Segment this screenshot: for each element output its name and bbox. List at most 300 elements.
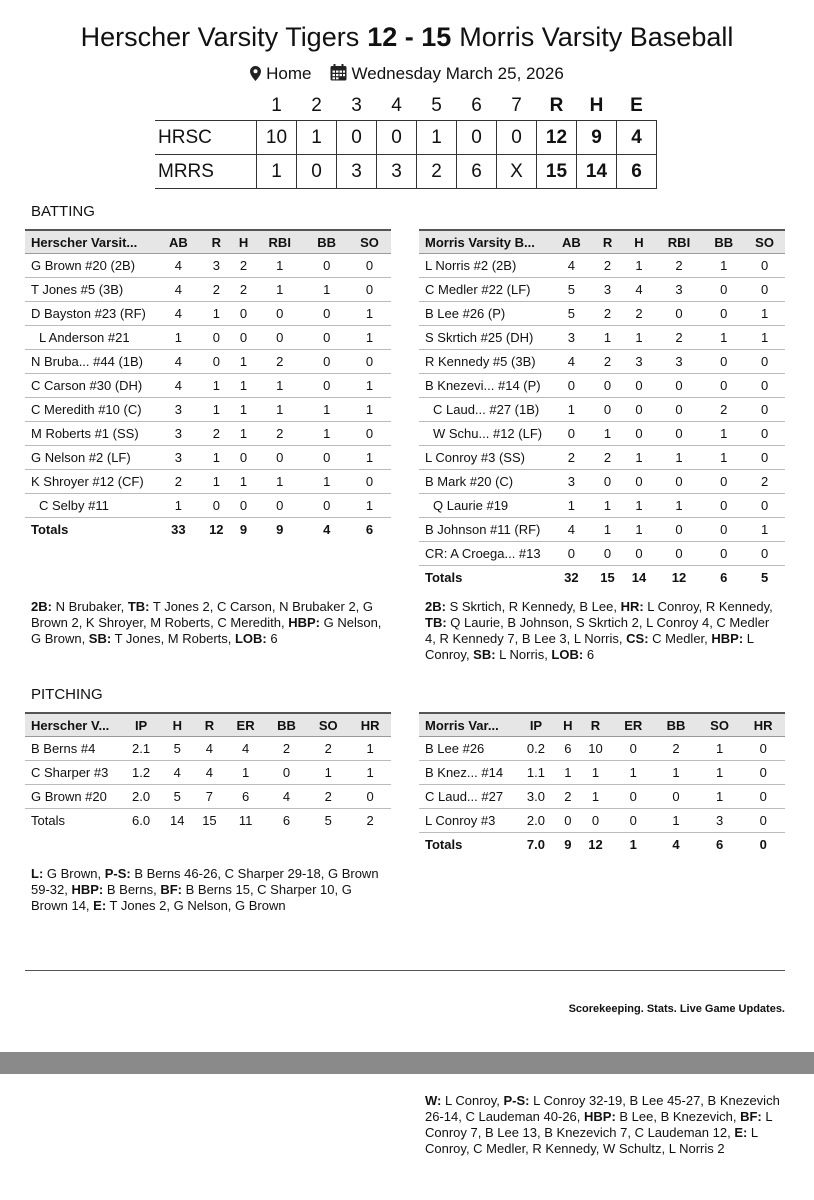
stat-cell: 1 [348, 446, 391, 470]
inning-score: 0 [457, 121, 497, 155]
batting-notes-home [31, 599, 389, 647]
stat-cell: 1 [557, 761, 579, 785]
stat-cell: 2 [307, 785, 349, 809]
note-text: N Brubaker, [51, 599, 128, 614]
linescore-row-away [155, 155, 657, 189]
note-label: LOB: [234, 631, 267, 646]
stat-cell: 0 [741, 809, 785, 833]
team-column-header: Morris Var... [419, 713, 515, 737]
note-text: B Berns 46-26, C Sharper 29-18, G Brown 59-32, [31, 866, 379, 897]
column-header: ER [226, 713, 266, 737]
map-pin-icon [250, 66, 261, 81]
stat-cell: 1 [698, 737, 742, 761]
stat-cell: 5 [161, 785, 193, 809]
stat-cell: 1 [579, 785, 613, 809]
note-text: B Lee, B Knezevich, [615, 1109, 741, 1124]
stat-cell: 0 [592, 470, 623, 494]
note-text: L Conroy, [441, 1093, 504, 1108]
stat-cell: 0 [254, 326, 305, 350]
stat-cell: 0 [348, 470, 391, 494]
total-cell: 2 [366, 813, 374, 828]
stat-cell: 1 [200, 302, 233, 326]
total-cell: 6 [365, 522, 374, 537]
pitching-header-home [25, 713, 391, 737]
total-cell: 5 [760, 570, 769, 585]
inning-6: 6 [471, 95, 482, 116]
stat-cell: 1 [233, 350, 254, 374]
calendar-icon [330, 64, 347, 81]
player-name: Q Laurie #19 [419, 494, 551, 518]
stat-cell: 1 [157, 326, 200, 350]
player-name: R Kennedy #5 (3B) [419, 350, 551, 374]
table-row [25, 278, 391, 302]
stat-cell: 0 [305, 374, 348, 398]
note-text: B Berns 15, C Sharper 10, G Brown 14, [31, 882, 352, 913]
total-runs: 12 [537, 121, 577, 155]
stat-cell: 0 [744, 350, 785, 374]
note-label: LOB: [551, 647, 584, 662]
stat-cell: 1 [744, 518, 785, 542]
total-cell: 7.0 [526, 837, 545, 852]
stat-cell: 0 [744, 398, 785, 422]
inning-score: 0 [497, 121, 537, 155]
stat-cell: 2 [233, 278, 254, 302]
inning-score: 2 [417, 155, 457, 189]
stat-cell: 1 [233, 422, 254, 446]
batting-header-away [419, 230, 785, 254]
pitching-table-away [419, 712, 785, 856]
batting-header-home [25, 230, 391, 254]
note-text: L Conroy, [425, 631, 754, 662]
stat-cell: 0 [233, 494, 254, 518]
column-header: IP [515, 713, 557, 737]
table-row [419, 350, 785, 374]
player-name: L Conroy #3 [419, 809, 515, 833]
game-date: Wednesday March 25, 2026 [351, 64, 564, 83]
total-hits: 14 [577, 155, 617, 189]
stat-cell: 1 [703, 326, 744, 350]
total-cell: 12 [588, 837, 603, 852]
stat-cell: 0 [623, 374, 654, 398]
stat-cell: 2 [233, 254, 254, 278]
stat-cell: 1 [703, 422, 744, 446]
note-text: C Medler, [648, 631, 712, 646]
inning-2: 2 [311, 95, 322, 116]
stat-cell: 1 [654, 809, 698, 833]
player-name: D Bayston #23 (RF) [25, 302, 157, 326]
totals-row [419, 566, 785, 590]
stat-cell: 0 [592, 542, 623, 566]
inning-score: 0 [337, 121, 377, 155]
stat-cell: 1 [254, 374, 305, 398]
stat-cell: 0 [200, 494, 233, 518]
note-text: T Jones 2, G Nelson, G Brown [106, 898, 286, 913]
table-row [419, 785, 785, 809]
table-row [419, 737, 785, 761]
total-cell: 5 [324, 813, 332, 828]
total-cell: 9 [564, 837, 572, 852]
note-text: S Skrtich, R Kennedy, B Lee, [445, 599, 621, 614]
table-row [419, 446, 785, 470]
table-row [25, 374, 391, 398]
note-text: Q Laurie, B Johnson, S Skrtich 2, L Conroy 4, C Medler 4, R Kennedy 7, B Lee 3, L Norris, [425, 615, 770, 646]
stat-cell: 4 [193, 761, 225, 785]
stat-cell: 0 [623, 470, 654, 494]
batting-table-away [419, 229, 785, 589]
stat-cell: 1 [305, 398, 348, 422]
inning-score: X [497, 155, 537, 189]
player-name: W Schu... #12 (LF) [419, 422, 551, 446]
stat-cell: 0 [305, 326, 348, 350]
column-header: H [161, 713, 193, 737]
stat-cell: 1 [305, 422, 348, 446]
stat-cell: 0 [612, 785, 654, 809]
stat-cell: 0 [655, 422, 704, 446]
stat-cell: 1 [703, 446, 744, 470]
stat-cell: 0 [254, 446, 305, 470]
stat-cell: 0 [744, 422, 785, 446]
stat-cell: 0 [305, 350, 348, 374]
stat-cell: 1 [349, 761, 391, 785]
player-name: CR: A Croega... #13 [419, 542, 551, 566]
column-header: SO [698, 713, 742, 737]
stat-cell: 4 [157, 302, 200, 326]
stat-cell: 3 [200, 254, 233, 278]
stat-cell: 0 [623, 422, 654, 446]
game-location: Home [266, 64, 312, 83]
stat-cell: 0 [348, 278, 391, 302]
stat-cell: 0 [551, 374, 592, 398]
home-team-name: Herscher Varsity Tigers [80, 22, 360, 52]
stat-cell: 3 [592, 278, 623, 302]
table-row [419, 761, 785, 785]
table-row [419, 326, 785, 350]
stat-cell: 5 [551, 302, 592, 326]
player-name: C Selby #11 [25, 494, 157, 518]
stat-cell: 1 [592, 422, 623, 446]
stat-cell: 0 [741, 737, 785, 761]
column-header: AB [157, 230, 200, 254]
stat-cell: 3 [551, 470, 592, 494]
player-name: C Sharper #3 [25, 761, 121, 785]
stat-cell: 1 [157, 494, 200, 518]
table-row [25, 737, 391, 761]
total-runs: 15 [537, 155, 577, 189]
note-label: L: [31, 866, 44, 881]
stat-cell: 4 [623, 278, 654, 302]
table-row [25, 785, 391, 809]
total-cell: 6 [720, 570, 728, 585]
note-text: L Conroy 32-19, B Lee 45-27, B Knezevich 26-14, C Laudeman 40-26, [425, 1093, 780, 1124]
stat-cell: 0 [744, 278, 785, 302]
total-cell: 12 [671, 570, 687, 585]
player-name: L Anderson #21 [25, 326, 157, 350]
stat-cell: 0 [623, 398, 654, 422]
total-cell: 9 [276, 522, 284, 537]
stat-cell: 1 [623, 326, 654, 350]
stat-cell: 10 [579, 737, 613, 761]
stat-cell: 2 [655, 326, 704, 350]
stat-cell: 0 [200, 326, 233, 350]
stat-cell: 0 [655, 374, 704, 398]
note-label: TB: [425, 615, 447, 630]
column-header: BB [305, 230, 348, 254]
team-abbr: MRRS [155, 155, 257, 189]
stat-cell: 4 [161, 761, 193, 785]
stat-cell: 7 [193, 785, 225, 809]
player-name: C Laud... #27 [419, 785, 515, 809]
table-row [419, 470, 785, 494]
total-cell: 15 [202, 813, 217, 828]
stat-cell: 1 [744, 302, 785, 326]
stat-cell: 3 [655, 350, 704, 374]
table-row [419, 542, 785, 566]
total-cell: 33 [171, 522, 186, 537]
table-row [419, 374, 785, 398]
stat-cell: 1 [623, 254, 654, 278]
stat-cell: 1 [233, 374, 254, 398]
player-name: T Jones #5 (3B) [25, 278, 157, 302]
stat-cell: 0 [703, 278, 744, 302]
note-text: 6 [266, 631, 278, 646]
stat-cell: 6 [557, 737, 579, 761]
player-name: G Brown #20 [25, 785, 121, 809]
stat-cell: 1 [349, 737, 391, 761]
column-header: RBI [254, 230, 305, 254]
stat-cell: 3 [157, 422, 200, 446]
note-text: L Conroy, C Medler, R Kennedy, W Schultz, L Norris 2 [425, 1125, 758, 1156]
note-label: TB: [127, 599, 150, 614]
totals-label: Totals [425, 837, 463, 852]
stat-cell: 0 [254, 494, 305, 518]
note-label: E: [93, 898, 107, 913]
stat-cell: 1 [698, 761, 742, 785]
note-label: HBP: [71, 882, 104, 897]
stat-cell: 0 [305, 446, 348, 470]
note-label: P-S: [503, 1093, 530, 1108]
totals-row [25, 809, 391, 833]
table-row [25, 761, 391, 785]
note-text: B Berns, [103, 882, 161, 897]
stat-cell: 3 [157, 446, 200, 470]
note-label: CS: [626, 631, 649, 646]
stat-cell: 3 [157, 398, 200, 422]
stat-cell: 1 [254, 254, 305, 278]
note-text: G Nelson, G Brown, [31, 615, 382, 646]
stat-cell: 2 [592, 350, 623, 374]
hits-header: H [589, 95, 604, 116]
total-cell: 4 [323, 522, 331, 537]
stat-cell: 3 [655, 278, 704, 302]
inning-score: 6 [457, 155, 497, 189]
total-cell: 32 [564, 570, 579, 585]
total-cell: 15 [600, 570, 615, 585]
stat-cell: 4 [551, 254, 592, 278]
totals-label: Totals [31, 813, 65, 828]
stat-cell: 0 [579, 809, 613, 833]
note-text: 6 [583, 647, 595, 662]
player-name: G Nelson #2 (LF) [25, 446, 157, 470]
stat-cell: 0 [305, 254, 348, 278]
table-row [25, 254, 391, 278]
runs-header: R [549, 95, 564, 116]
stat-cell: 2 [654, 737, 698, 761]
column-header: IP [121, 713, 161, 737]
player-name: K Shroyer #12 (CF) [25, 470, 157, 494]
stat-cell: 0 [655, 470, 704, 494]
pitching-table-home [25, 712, 391, 832]
stat-cell: 0 [305, 302, 348, 326]
stat-cell: 0 [703, 470, 744, 494]
totals-label: Totals [31, 522, 69, 537]
note-text: L Conroy 7, B Lee 13, B Knezevich 7, C Laudeman 12, [425, 1109, 773, 1140]
table-row [419, 809, 785, 833]
stat-cell: 4 [157, 278, 200, 302]
stat-cell: 1 [348, 398, 391, 422]
inning-score: 10 [257, 121, 297, 155]
stat-cell: 0 [200, 350, 233, 374]
stat-cell: 4 [193, 737, 225, 761]
column-header: R [592, 230, 623, 254]
stat-cell: 2 [307, 737, 349, 761]
stat-cell: 2.0 [515, 809, 557, 833]
note-label: SB: [88, 631, 112, 646]
batting-notes-away [425, 599, 783, 663]
stat-cell: 0 [612, 737, 654, 761]
column-header: SO [307, 713, 349, 737]
stat-cell: 1.2 [121, 761, 161, 785]
note-text: L Conroy, R Kennedy, [643, 599, 773, 614]
stat-cell: 0 [233, 446, 254, 470]
table-row [419, 278, 785, 302]
stat-cell: 0 [254, 302, 305, 326]
stat-cell: 0 [655, 302, 704, 326]
stat-cell: 0 [703, 542, 744, 566]
column-header: H [233, 230, 254, 254]
column-header: R [579, 713, 613, 737]
note-text: T Jones 2, C Carson, N Brubaker 2, G Brown 2, K Shroyer, M Roberts, C Meredith, [31, 599, 374, 630]
stat-cell: 0 [741, 785, 785, 809]
stat-cell: 0 [348, 350, 391, 374]
note-label: E: [734, 1125, 748, 1140]
player-name: B Lee #26 [419, 737, 515, 761]
stat-cell: 1 [612, 761, 654, 785]
player-name: B Mark #20 (C) [419, 470, 551, 494]
stat-cell: 0 [703, 302, 744, 326]
stat-cell: 0 [744, 446, 785, 470]
inning-score: 1 [417, 121, 457, 155]
stat-cell: 2.1 [121, 737, 161, 761]
player-name: B Berns #4 [25, 737, 121, 761]
stat-cell: 4 [551, 518, 592, 542]
inning-score: 3 [337, 155, 377, 189]
stat-cell: 0 [744, 254, 785, 278]
inning-3: 3 [351, 95, 362, 116]
pitching-section-title: PITCHING [31, 686, 103, 703]
player-name: C Laud... #27 (1B) [419, 398, 551, 422]
stat-cell: 5 [161, 737, 193, 761]
stat-cell: 0 [551, 422, 592, 446]
stat-cell: 2 [703, 398, 744, 422]
team-column-header: Herscher V... [25, 713, 121, 737]
pitching-notes-home [31, 866, 389, 914]
stat-cell: 0 [744, 542, 785, 566]
column-header: HR [741, 713, 785, 737]
stat-cell: 1 [623, 518, 654, 542]
stat-cell: 2 [655, 254, 704, 278]
stat-cell: 1 [233, 470, 254, 494]
away-team-name: Morris Varsity Baseball [459, 22, 734, 52]
stat-cell: 1 [254, 278, 305, 302]
inning-score: 1 [297, 121, 337, 155]
stat-cell: 1 [200, 446, 233, 470]
linescore-row-home [155, 121, 657, 155]
table-row [25, 350, 391, 374]
stat-cell: 2 [254, 422, 305, 446]
note-label: 2B: [425, 599, 446, 614]
total-cell: 14 [631, 570, 647, 585]
inning-score: 0 [377, 121, 417, 155]
stat-cell: 1 [305, 470, 348, 494]
note-text: G Brown, [43, 866, 105, 881]
column-header: BB [654, 713, 698, 737]
linescore-header [155, 92, 657, 121]
table-row [25, 470, 391, 494]
stat-cell: 2 [623, 302, 654, 326]
stat-cell: 1 [623, 494, 654, 518]
total-cell: 0 [759, 837, 767, 852]
total-cell: 6 [282, 813, 291, 828]
column-header: BB [266, 713, 308, 737]
stat-cell: 2 [592, 302, 623, 326]
footer-tagline: Scorekeeping. Stats. Live Game Updates. [568, 1003, 785, 1015]
stat-cell: 2 [744, 470, 785, 494]
stat-cell: 3 [551, 326, 592, 350]
note-label: P-S: [104, 866, 131, 881]
player-name: B Knezevi... #14 (P) [419, 374, 551, 398]
column-header: AB [551, 230, 592, 254]
table-row [25, 302, 391, 326]
stat-cell: 1 [551, 494, 592, 518]
table-row [419, 422, 785, 446]
stat-cell: 4 [226, 737, 266, 761]
stat-cell: 0 [233, 302, 254, 326]
player-name: C Meredith #10 (C) [25, 398, 157, 422]
stat-cell: 1 [579, 761, 613, 785]
player-name: B Knez... #14 [419, 761, 515, 785]
column-header: R [193, 713, 225, 737]
stat-cell: 1 [703, 254, 744, 278]
stat-cell: 0 [741, 761, 785, 785]
total-cell: 14 [170, 813, 185, 828]
total-cell: 6.0 [132, 813, 151, 828]
stat-cell: 0 [349, 785, 391, 809]
stat-cell: 1 [655, 494, 704, 518]
column-header: H [623, 230, 654, 254]
stat-cell: 1 [551, 398, 592, 422]
inning-score: 1 [257, 155, 297, 189]
player-name: B Johnson #11 (RF) [419, 518, 551, 542]
stat-cell: 0 [551, 542, 592, 566]
inning-1: 1 [271, 95, 282, 116]
total-errors: 4 [617, 121, 657, 155]
column-header: HR [349, 713, 391, 737]
stat-cell: 2 [592, 254, 623, 278]
stat-cell: 0 [703, 374, 744, 398]
totals-row [25, 518, 391, 542]
stat-cell: 1 [348, 494, 391, 518]
note-label: BF: [740, 1109, 762, 1124]
